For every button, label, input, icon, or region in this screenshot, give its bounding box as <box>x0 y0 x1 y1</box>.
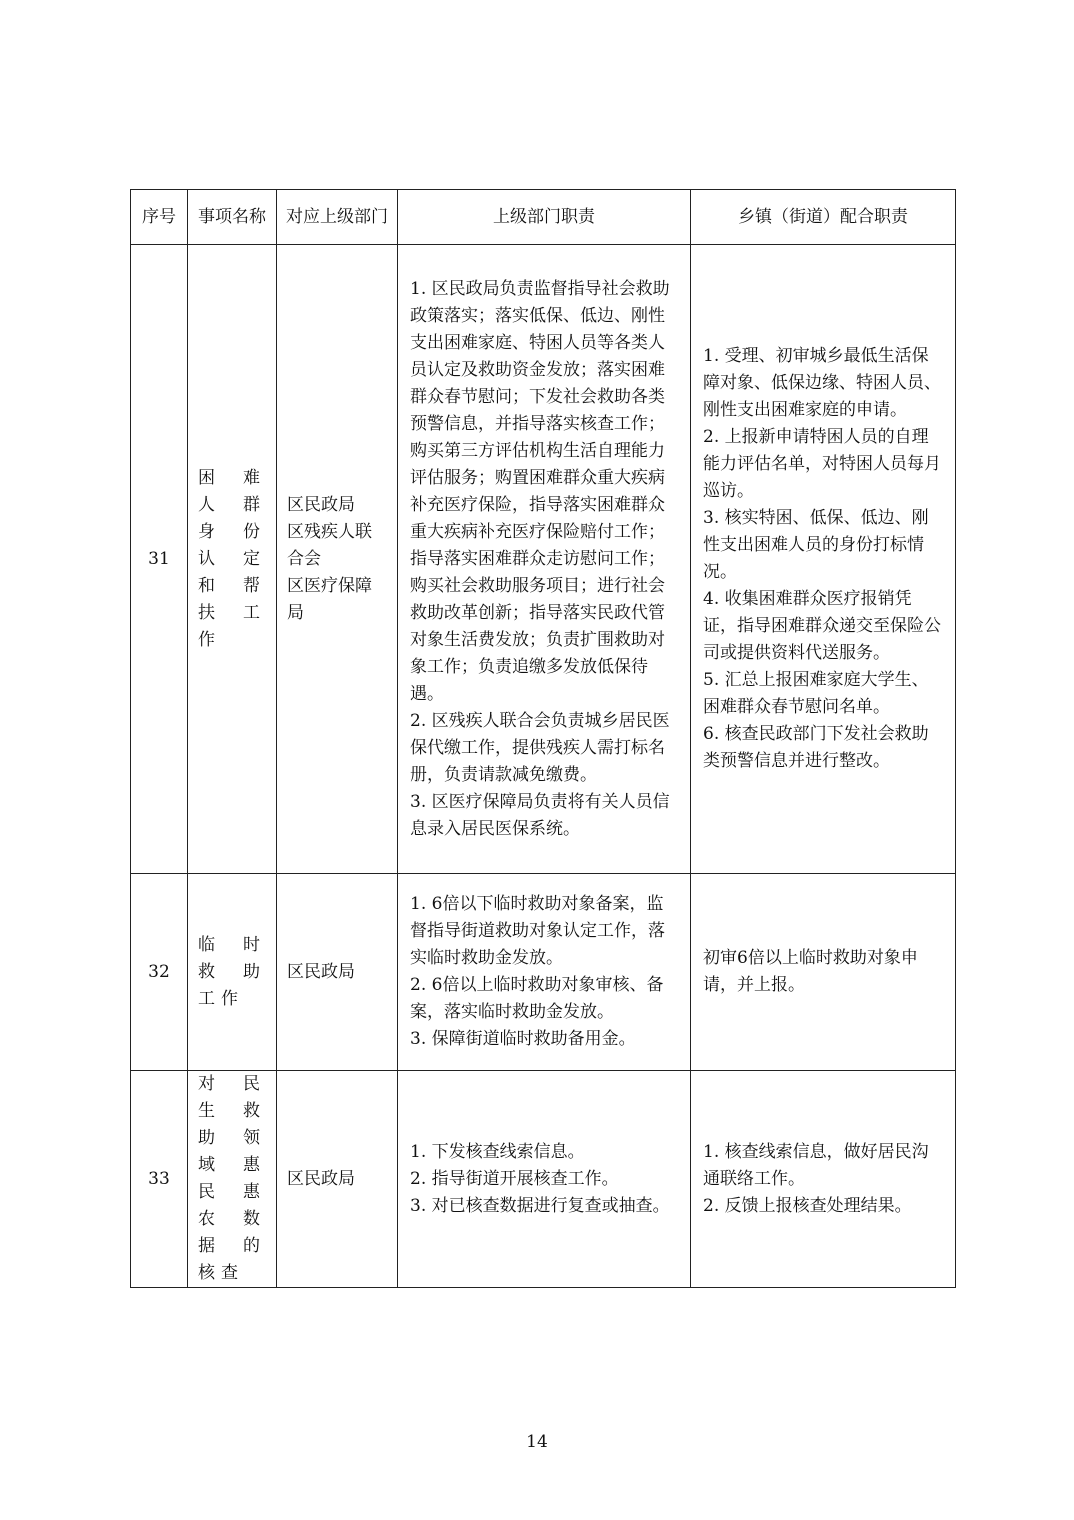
duty-item: 3. 区医疗保障局负责将有关人员信息录入居民医保系统。 <box>410 791 670 839</box>
header-item-name: 事项名称 <box>188 190 277 245</box>
responsibility-table <box>130 189 956 1288</box>
dept-line: 区残疾人联合会 <box>287 521 372 569</box>
header-index: 序号 <box>131 190 188 245</box>
row-index: 31 <box>131 245 188 874</box>
duty-item: 4. 收集困难群众医疗报销凭证，指导困难群众递交至保险公司或提供资料代送服务。 <box>703 589 941 663</box>
row-township-duties <box>691 874 956 1071</box>
duty-item: 2. 反馈上报核查处理结果。 <box>703 1195 912 1216</box>
duty-item: 1. 受理、初审城乡最低生活保障对象、低保边缘、特困人员、刚性支出困难家庭的申请。 <box>703 346 941 420</box>
duty-item: 3. 对已核查数据进行复查或抽查。 <box>410 1195 670 1216</box>
row-superior-dept <box>277 245 398 874</box>
table-row <box>131 245 956 874</box>
duty-item: 3. 核实特困、低保、低边、刚性支出困难人员的身份打标情况。 <box>703 508 929 582</box>
table-row <box>131 1071 956 1288</box>
row-item-name: 对民生救助领域惠民惠农数据的核查 <box>188 1071 277 1288</box>
row-superior-duties <box>398 1071 691 1288</box>
duty-item: 初审6倍以上临时救助对象申请，并上报。 <box>703 948 918 995</box>
row-superior-dept <box>277 874 398 1071</box>
row-township-duties <box>691 245 956 874</box>
duty-item: 2. 指导街道开展核查工作。 <box>410 1168 619 1189</box>
dept-line: 区民政局 <box>287 494 355 515</box>
dept-line: 区民政局 <box>287 1168 355 1189</box>
dept-line: 区医疗保障局 <box>287 575 372 623</box>
row-superior-duties <box>398 874 691 1071</box>
row-superior-dept <box>277 1071 398 1288</box>
row-index: 32 <box>131 874 188 1071</box>
row-superior-duties <box>398 245 691 874</box>
duty-item: 6. 核查民政部门下发社会救助类预警信息并进行整改。 <box>703 724 929 771</box>
duty-item: 2. 区残疾人联合会负责城乡居民医保代缴工作，提供残疾人需打标名册，负责请款减免缴费。 <box>410 710 670 785</box>
duty-item: 5. 汇总上报困难家庭大学生、困难群众春节慰问名单。 <box>703 670 929 717</box>
header-township-duties: 乡镇（街道）配合职责 <box>691 190 956 245</box>
page-number: 14 <box>526 1432 548 1452</box>
row-item-name: 临时救助工作 <box>188 874 277 1071</box>
duty-item: 1. 下发核查线索信息。 <box>410 1141 585 1162</box>
duty-item: 1. 6倍以下临时救助对象备案，监督指导街道救助对象认定工作，落实临时救助金发放。 <box>410 894 665 968</box>
row-index: 33 <box>131 1071 188 1288</box>
duty-item: 1. 核查线索信息，做好居民沟通联络工作。 <box>703 1141 929 1189</box>
dept-line: 区民政局 <box>287 961 355 982</box>
row-township-duties <box>691 1071 956 1288</box>
header-superior-dept: 对应上级部门 <box>277 190 398 245</box>
duty-item: 2. 6倍以上临时救助对象审核、备案，落实临时救助金发放。 <box>410 975 664 1022</box>
duty-item: 3. 保障街道临时救助备用金。 <box>410 1029 636 1049</box>
table-row <box>131 874 956 1071</box>
duty-item: 1. 区民政局负责监督指导社会救助政策落实；落实低保、低边、刚性支出困难家庭、特困人员等各类人员认定及救助资金发放；落实困难群众春节慰问；下发社会救助各类预警信息，并指导落实核查工作；购买第三方评估机构生活自理能力评估服务；购置困难群众重大疾病补充医疗保险，指导落实困难群众重大疾病补充医疗保险赔付工作；指导落实困难群众走访慰问工作；购买社会救助服务项目；进行社会救助改革创新；指导落实民政代管对象生活费发放；负责扩围救助对象工作；负责追缴多发放低保待遇。 <box>410 278 670 704</box>
header-superior-duties: 上级部门职责 <box>398 190 691 245</box>
duty-item: 2. 上报新申请特困人员的自理能力评估名单，对特困人员每月巡访。 <box>703 427 941 501</box>
row-item-name: 困难人群身份认定和帮扶工作 <box>188 245 277 874</box>
table-header-row <box>131 190 956 245</box>
